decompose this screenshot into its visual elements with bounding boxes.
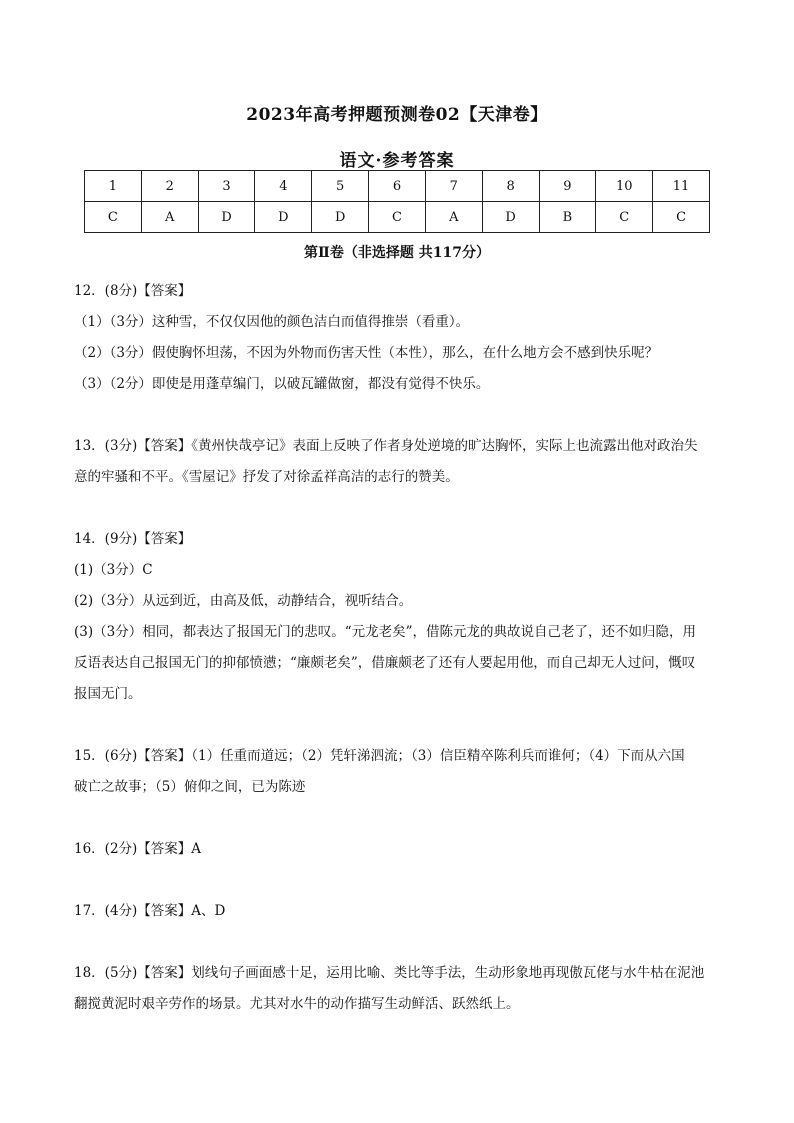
spacer	[74, 927, 724, 958]
table-cell-answer: D	[482, 202, 539, 233]
table-cell-answer: D	[312, 202, 369, 233]
question-14-head: 14．(9分)【答案】	[74, 531, 192, 547]
question-14-item-3-line-1: (3)（3分）相同，都表达了报国无门的悲叹。“元龙老矣”，借陈元龙的典故说自己老了，还不如归隐，用	[74, 624, 697, 640]
section-2-title: 第Ⅱ卷（非选择题 共117分）	[304, 245, 490, 261]
table-cell-number: 2	[141, 171, 198, 202]
table-cell-number: 8	[482, 171, 539, 202]
question-18	[74, 958, 724, 1020]
question-12-item-2: （2）（3分）假使胸怀坦荡，不因为外物而伤害天性（本性），那么，在什么地方会不感到快乐呢？	[74, 345, 659, 361]
question-12	[74, 276, 724, 400]
question-12-head: 12．(8分)【答案】	[74, 283, 192, 299]
table-cell-number: 11	[653, 171, 710, 202]
table-cell-answer: C	[596, 202, 653, 233]
question-14	[74, 524, 724, 710]
question-18-line-1: 18．(5分)【答案】划线句子画面感十足，运用比喻、类比等手法，生动形象地再现傲瓦佬与水牛枯在泥池	[74, 965, 705, 981]
question-18-line-2: 翻搅黄泥时艰辛劳作的场景。尤其对水牛的动作描写生动鲜活、跃然纸上。	[74, 996, 520, 1012]
question-12-item-1: （1）（3分）这种雪，不仅仅因他的颜色洁白而值得推崇（看重）。	[74, 314, 470, 330]
page-title: 2023年高考押题预测卷02【天津卷】	[246, 105, 548, 125]
table-cell-answer: C	[653, 202, 710, 233]
answer-content	[74, 276, 724, 1020]
table-cell-number: 1	[85, 171, 142, 202]
table-cell-number: 10	[596, 171, 653, 202]
answer-row	[85, 202, 710, 233]
table-cell-answer: B	[539, 202, 596, 233]
question-15-line-2: 破亡之故事；（5）俯仰之间，已为陈迹	[74, 779, 306, 795]
question-17-line: 17．(4分)【答案】A、D	[74, 903, 226, 919]
question-15	[74, 741, 724, 803]
question-13	[74, 431, 724, 493]
answer-table	[84, 170, 710, 233]
table-cell-number: 5	[312, 171, 369, 202]
question-17	[74, 896, 724, 927]
table-cell-number: 7	[425, 171, 482, 202]
table-cell-answer: D	[255, 202, 312, 233]
spacer	[74, 493, 724, 524]
question-14-item-3-line-3: 报国无门。	[74, 686, 142, 702]
spacer	[74, 803, 724, 834]
question-14-item-2: (2)（3分）从远到近，由高及低，动静结合，视听结合。	[74, 593, 413, 609]
question-13-line-1: 13．(3分)【答案】《黄州快哉亭记》表面上反映了作者身处逆境的旷达胸怀，实际上也流露出他对政治失	[74, 438, 698, 454]
table-cell-number: 9	[539, 171, 596, 202]
question-16-line: 16．(2分)【答案】A	[74, 841, 202, 857]
spacer	[74, 710, 724, 741]
question-16	[74, 834, 724, 865]
page-subtitle: 语文·参考答案	[339, 151, 455, 171]
table-cell-answer: A	[425, 202, 482, 233]
spacer	[74, 865, 724, 896]
table-cell-number: 6	[369, 171, 426, 202]
question-number-row	[85, 171, 710, 202]
table-cell-answer: A	[141, 202, 198, 233]
table-cell-answer: D	[198, 202, 255, 233]
question-12-item-3: （3）（2分）即使是用蓬草编门，以破瓦罐做窗，都没有觉得不快乐。	[74, 376, 490, 392]
table-cell-number: 3	[198, 171, 255, 202]
question-15-line-1: 15．(6分)【答案】（1）任重而道远；（2）凭轩涕泗流；（3）信臣精卒陈利兵而谁何；（4）下而从六国	[74, 748, 685, 764]
question-14-item-1: (1)（3分）C	[74, 562, 153, 578]
question-14-item-3-line-2: 反语表达自己报国无门的抑郁愤懑；“廉颇老矣”，借廉颇老了还有人要起用他，而自己却无人过问，慨叹	[74, 655, 696, 671]
table-cell-number: 4	[255, 171, 312, 202]
question-13-line-2: 意的牢骚和不平。《雪屋记》抒发了对徐孟祥高洁的志行的赞美。	[74, 469, 459, 485]
spacer	[74, 400, 724, 431]
table-cell-answer: C	[85, 202, 142, 233]
table-cell-answer: C	[369, 202, 426, 233]
